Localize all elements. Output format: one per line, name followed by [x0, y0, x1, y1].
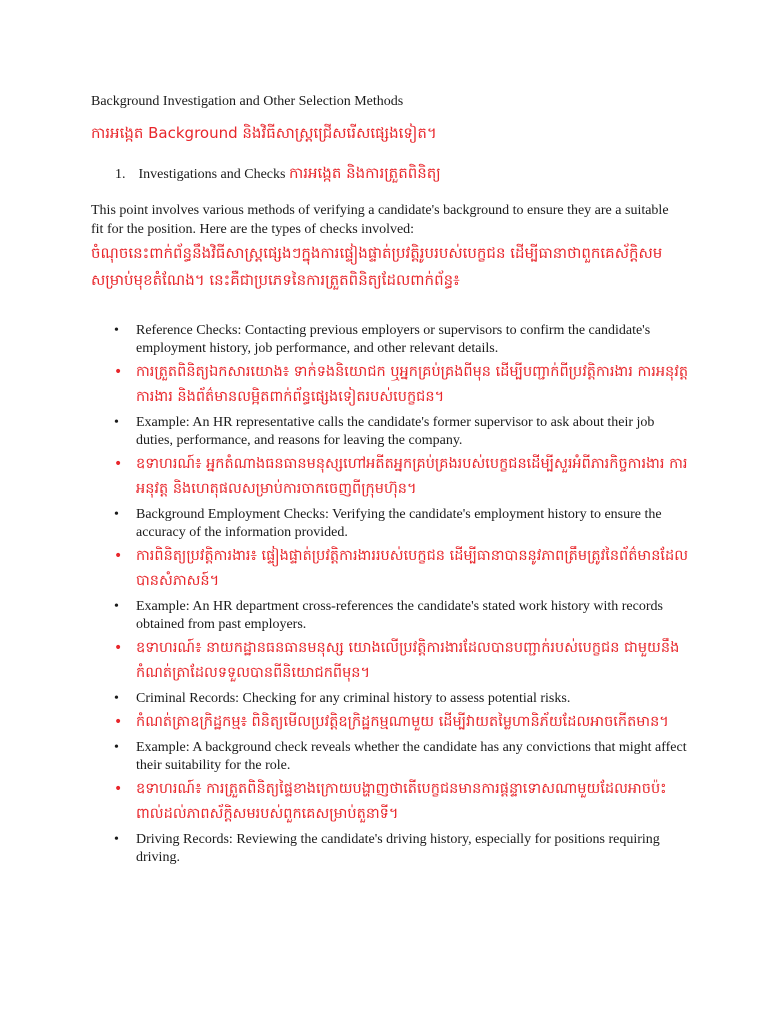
list-item-khmer: • ឧទាហរណ៍៖ អ្នកតំណាងធនធានមនុស្សហៅអតីតអ្នកគ្រប់គ្រងរបស់បេក្ខជនដើម្បីសួរអំពីភារកិច្ចការងារ ការអនុវត្ត និងហេតុផលសម្រាប់ការចាកចេញពីក្រុមហ៊ុន។ — [110, 452, 690, 502]
page-heading: Background Investigation and Other Selection Methods — [91, 94, 404, 109]
list-item: • Example: An HR representative calls the candidate's former supervisor to ask about their job duties, performance, and reasons for leaving the company. — [110, 414, 690, 450]
intro-paragraph-khmer: ចំណុចនេះពាក់ព័ន្ធនឹងវិធីសាស្ត្រផ្សេងៗក្នុងការផ្ទៀងផ្ទាត់ប្រវត្តិរូបរបស់បេក្ខជន ដើម្បីធានាថាពួកគេស័ក្តិសមសម្រាប់មុខតំណែង។ នេះគឺជាប្រភេទនៃការត្រួតពិនិត្យដែលពាក់ព័ន្ធ៖ — [91, 244, 663, 289]
list-item-khmer: • ឧទាហរណ៍៖ នាយកដ្ឋានធនធានមនុស្ស យោងលើប្រវត្តិការងារដែលបានបញ្ជាក់របស់បេក្ខជន ជាមួយនឹងកំណត់ត្រាដែលទទួលបានពីនិយោជកពីមុន។ — [110, 636, 690, 686]
list-item-khmer: • ការពិនិត្យប្រវត្តិការងារ៖ ផ្ទៀងផ្ទាត់ប្រវត្តិការងាររបស់បេក្ខជន ដើម្បីធានាបាននូវភាពត្រឹមត្រូវនៃព័ត៌មានដែលបានសំភាសន៍។ — [110, 544, 690, 594]
section-heading — [115, 164, 441, 186]
list-item: • Example: A background check reveals whether the candidate has any convictions that might affect their suitability for the role. — [110, 739, 690, 775]
section-title: Investigations and Checks — [138, 167, 286, 182]
section-number: 1. — [115, 167, 126, 182]
checks-list — [110, 318, 690, 867]
list-item-khmer: • ការត្រួតពិនិត្យឯកសារយោង៖ ទាក់ទងនិយោជក ឬអ្នកគ្រប់គ្រងពីមុន ដើម្បីបញ្ជាក់ពីប្រវត្តិការងារ ការអនុវត្តការងារ និងព័ត៌មានលម្អិតពាក់ព័ន្ធផ្សេងទៀតរបស់បេក្ខជន។ — [110, 360, 690, 410]
intro-paragraph: This point involves various methods of verifying a candidate's background to ensure they are a suitable fit for the position. Here are the types of checks involved: — [91, 203, 669, 237]
section-title-khmer: ការអង្កេត និងការត្រួតពិនិត្យ — [288, 164, 441, 182]
page-heading-khmer: ការអង្កេត Background និងវិធីសាស្ត្រជ្រើសរើសផ្សេងទៀត។ — [91, 124, 437, 142]
list-item: • Driving Records: Reviewing the candidate's driving history, especially for positions requiring driving. — [110, 831, 690, 867]
list-item: • Criminal Records: Checking for any criminal history to assess potential risks. — [110, 690, 690, 708]
list-item-khmer: • ឧទាហរណ៍៖ ការត្រួតពិនិត្យផ្ទៃខាងក្រោយបង្ហាញថាតើបេក្ខជនមានការផ្តន្ទាទោសណាមួយដែលអាចប៉ះពាល់ដល់ភាពស័ក្តិសមរបស់ពួកគេសម្រាប់តួនាទី។ — [110, 777, 690, 827]
list-item: • Example: An HR department cross-references the candidate's stated work history with records obtained from past employers. — [110, 598, 690, 634]
list-item-khmer: • កំណត់ត្រាឧក្រិដ្ឋកម្ម៖ ពិនិត្យមើលប្រវត្តិឧក្រិដ្ឋកម្មណាមួយ ដើម្បីវាយតម្លៃហានិភ័យដែលអាចកើតមាន។ — [110, 710, 690, 735]
list-item: • Reference Checks: Contacting previous employers or supervisors to confirm the candidate's employment history, job performance, and other relevant details. — [110, 322, 690, 358]
list-item: • Background Employment Checks: Verifying the candidate's employment history to ensure the accuracy of the information provided. — [110, 506, 690, 542]
